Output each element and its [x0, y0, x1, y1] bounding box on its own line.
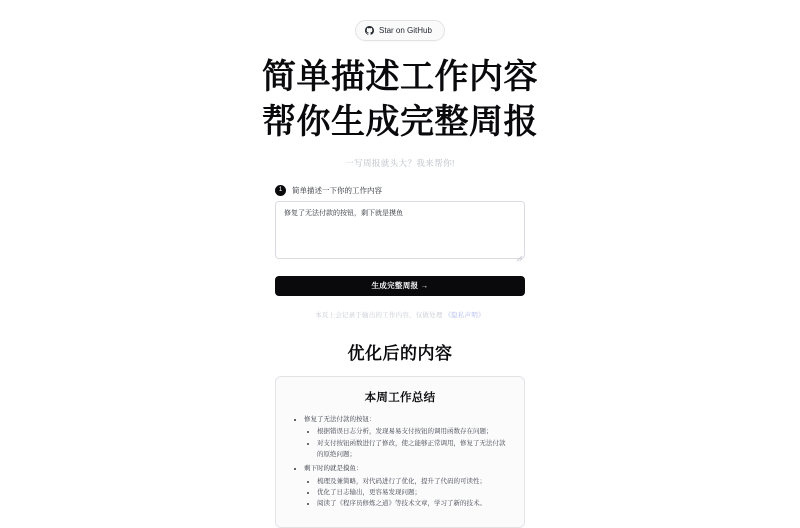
- work-description-label: [275, 185, 525, 196]
- page-title: [262, 55, 538, 145]
- textarea-wrapper: [275, 201, 525, 264]
- result-section-heading: 优化后的内容: [347, 343, 453, 363]
- star-on-github-label: Star on GitHub: [379, 25, 432, 35]
- list-item: [304, 463, 510, 510]
- github-icon: [365, 26, 374, 35]
- step-number-badge: 1: [275, 185, 286, 196]
- sub-list: [304, 426, 510, 460]
- generate-report-button[interactable]: 生成完整周报 →: [275, 276, 525, 296]
- input-form: [275, 185, 525, 319]
- privacy-note: [275, 310, 525, 319]
- privacy-policy-link[interactable]: 《隐私声明》: [444, 311, 485, 319]
- result-list: [290, 414, 510, 510]
- sub-list: [304, 476, 510, 510]
- list-item-text: 剩下时的就是摸鱼：: [304, 465, 363, 473]
- result-card: [275, 376, 525, 528]
- list-item: • 对支付按钮函数进行了修改，使之能够正常调用，修复了无法付款的原绝问题；: [317, 438, 510, 461]
- list-item: • 优化了日志输出，更容易发现问题；: [317, 487, 510, 498]
- result-card-title: 本周工作总结: [364, 391, 436, 404]
- page-subtitle: 一写周报就头大？我来帮你!: [345, 157, 455, 168]
- headline-line-1: 简单描述工作内容: [262, 58, 538, 96]
- list-item-text: 修复了无法付款的按钮：: [304, 415, 376, 423]
- work-description-input[interactable]: [275, 201, 525, 259]
- privacy-note-text: 本页上会记录于输出的工作内容，仅做处理: [315, 311, 443, 319]
- list-item: • 阅读了《程序员修炼之道》等技术文章，学习了新的技术。: [317, 498, 510, 509]
- list-item: • 梳理及兼简略，对代码进行了优化，提升了代码的可读性；: [317, 476, 510, 487]
- list-item: [304, 414, 510, 461]
- star-on-github-button[interactable]: [355, 20, 445, 41]
- list-item: • 根据错误日志分析，发现易易支付按钮的调用函数存在问题；: [317, 426, 510, 437]
- work-description-label-text: 简单描述一下你的工作内容: [292, 185, 382, 195]
- headline-line-2: 帮你生成完整周报: [262, 102, 538, 141]
